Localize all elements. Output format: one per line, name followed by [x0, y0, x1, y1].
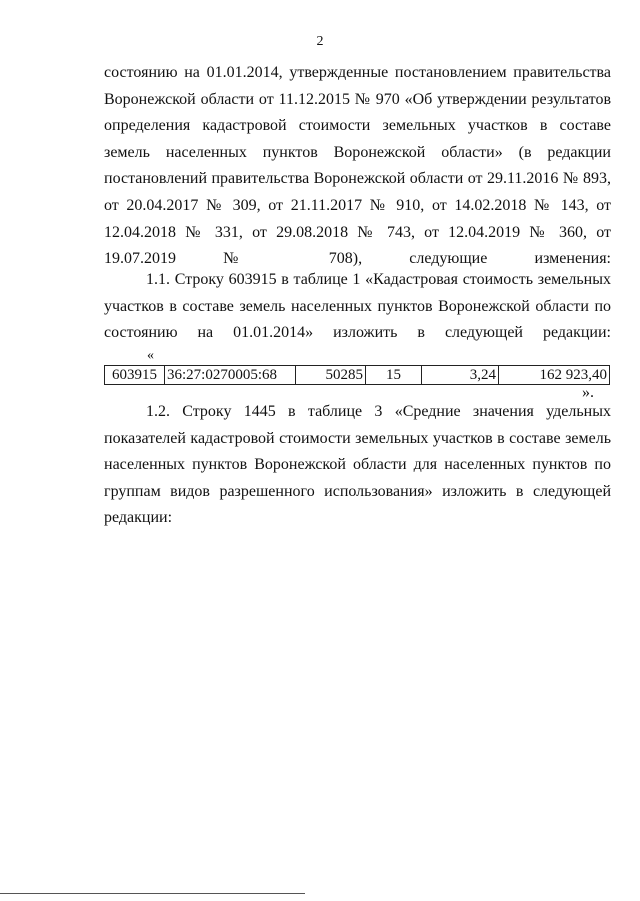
opening-quote-mark: «: [147, 348, 154, 363]
bottom-divider: [0, 893, 305, 894]
table-cell-cadastral-value: 162 923,40: [499, 366, 610, 385]
table-row: [105, 366, 610, 385]
table-cell-group: 15: [366, 366, 422, 385]
table-cell-cadastral-number: 36:27:0270005:68: [165, 366, 296, 385]
page-number: 2: [316, 34, 324, 49]
intro-paragraph: состоянию на 01.01.2014, утвержденные постановлением правительства Воронежской области от 11.12.2015 № 970 «Об утверждении результатов определения кадастровой стоимости земельных участков в составе земель населенных пунктов Воронежской области» (в редакции постановлений правительства Воронежской области от 29.11.2016 № 893, от 20.04.2017 № 309, от 21.11.2017 № 910, от 14.02.2018 № 143, от 12.04.2018 № 331, от 29.08.2018 № 743, от 12.04.2019 № 360, от 19.07.2019 № 708), следующие изменения:: [104, 64, 611, 268]
table-cell-specific-value: 3,24: [422, 366, 499, 385]
item-1-1-paragraph: 1.1. Строку 603915 в таблице 1 «Кадастровая стоимость земельных участков в составе земель населенных пунктов Воронежской области по состоянию на 01.01.2014» изложить в следующей редакции:: [104, 271, 611, 342]
item-1-2-paragraph: 1.2. Строку 1445 в таблице 3 «Средние значения удельных показателей кадастровой стоимости земельных участков в составе земель населенных пунктов Воронежской области для населенных пунктов по группам видов разрешенного использования» изложить в следующей редакции:: [104, 403, 611, 527]
table-cell-row-number: 603915: [105, 366, 165, 385]
closing-quote-mark: ».: [582, 384, 594, 401]
cadastral-row-table: [104, 365, 610, 385]
table-cell-area: 50285: [296, 366, 366, 385]
